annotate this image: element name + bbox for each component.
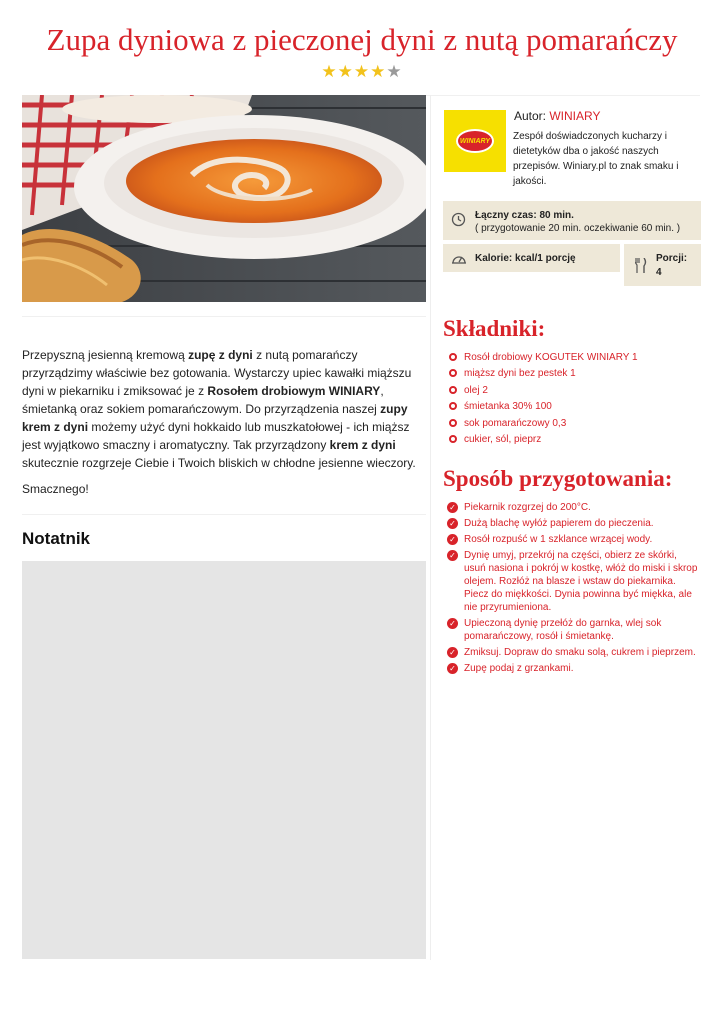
check-icon: ✓ — [447, 502, 458, 513]
time-detail: ( przygotowanie 20 min. oczekiwanie 60 min. ) — [475, 223, 681, 234]
portions-label: Porcji: — [656, 253, 688, 264]
notes-area[interactable] — [22, 561, 426, 959]
ingredient-item: śmietanka 30% 100 — [449, 400, 638, 416]
bullet-icon — [449, 369, 457, 377]
divider — [22, 514, 426, 515]
method-steps — [447, 501, 701, 678]
author-label: Autor: — [514, 109, 547, 123]
ingredient-item: cukier, sól, pieprz — [449, 433, 638, 449]
bullet-icon — [449, 353, 457, 361]
star-filled-icon[interactable]: ★ — [337, 62, 354, 81]
ingredient-item: miąższ dyni bez pestek 1 — [449, 367, 638, 383]
star-empty-icon[interactable]: ★ — [386, 62, 403, 81]
author-name-link[interactable]: WINIARY — [549, 109, 601, 123]
step-item: ✓ Rosół rozpuść w 1 szklance wrzącej wody. — [447, 533, 701, 546]
portions-box — [624, 244, 701, 286]
author-description: Zespół doświadczonych kucharzy i dietetyków dba o jakość naszych przepisów. Winiary.pl to znak smaku i jakości. — [513, 131, 679, 187]
cutlery-icon — [635, 258, 647, 278]
step-item: ✓ Zmiksuj. Dopraw do smaku solą, cukrem i pieprzem. — [447, 646, 701, 659]
star-filled-icon[interactable]: ★ — [370, 62, 387, 81]
rating-stars[interactable] — [0, 62, 724, 82]
check-icon: ✓ — [447, 550, 458, 561]
step-item: ✓ Dynię umyj, przekrój na części, obierz ze skórki, usuń nasiona i pokrój w kostkę, włóż do miski i skrop olejem. Rozłóż na blasze i wstaw do piekarnika. Piecz do miękkości. Dynia powinna być miękka, ale nie przyrumieniona. — [447, 549, 701, 614]
step-item: ✓ Dużą blachę wyłóż papierem do pieczenia. — [447, 517, 701, 530]
method-heading: Sposób przygotowania: — [443, 466, 673, 491]
check-icon: ✓ — [447, 534, 458, 545]
calories-text: Kalorie: kcal/1 porcję — [475, 253, 576, 264]
step-item: ✓ Zupę podaj z grzankami. — [447, 662, 701, 675]
bullet-icon — [449, 402, 457, 410]
star-filled-icon[interactable]: ★ — [353, 62, 371, 81]
check-icon: ✓ — [447, 618, 458, 629]
ingredient-item: olej 2 — [449, 384, 638, 400]
check-icon: ✓ — [447, 647, 458, 658]
ingredient-item: sok pomarańczowy 0,3 — [449, 417, 638, 433]
winiary-logo: WINIARY — [456, 129, 494, 153]
column-divider — [430, 95, 431, 960]
bullet-icon — [449, 419, 457, 427]
ingredient-item: Rosół drobiowy KOGUTEK WINIARY 1 — [449, 351, 638, 367]
ingredients-list — [449, 351, 638, 449]
recipe-title: Zupa dyniowa z pieczonej dyni z nutą pomarańczy — [46, 22, 678, 57]
recipe-intro: Przepyszną jesienną kremową zupę z dyni z nutą pomarańczy przyrządzimy właściwie bez gotowania. Wystarczy upiec kawałki miąższu dyni w piekarniku i zmiksować je z Rosołem drobiowym WINIARY, śmietanką oraz sokiem pomarańczowym. Do przyrządzenia naszej zupy krem z dyni możemy użyć dyni hokkaido lub muszkatołowej - ich miąższ jest wyjątkowo smaczny i aromatyczny. Tak przyrządzony krem z dyni skutecznie rozgrzeje Ciebie i Twoich bliskich w chłodne jesienne wieczory. — [22, 348, 416, 470]
author-line — [514, 109, 600, 123]
divider — [22, 316, 426, 317]
recipe-photo — [22, 95, 426, 302]
portions-value: 4 — [656, 267, 662, 278]
step-item: ✓ Piekarnik rozgrzej do 200°C. — [447, 501, 701, 514]
ingredients-heading: Składniki: — [443, 316, 546, 341]
closing-text: Smacznego! — [22, 482, 89, 496]
author-logo[interactable] — [444, 110, 506, 172]
step-item: ✓ Upieczoną dynię przełóż do garnka, wlej sok pomarańczowy, rosół i śmietankę. — [447, 617, 701, 643]
star-filled-icon[interactable]: ★ — [321, 62, 338, 81]
bullet-icon — [449, 386, 457, 394]
bullet-icon — [449, 435, 457, 443]
total-time: Łączny czas: 80 min. — [475, 210, 574, 221]
check-icon: ✓ — [447, 518, 458, 529]
scale-icon — [451, 251, 467, 270]
check-icon: ✓ — [447, 663, 458, 674]
total-time-box — [443, 201, 701, 240]
calories-box — [443, 244, 620, 272]
notes-heading: Notatnik — [22, 529, 90, 548]
clock-icon — [451, 212, 466, 232]
